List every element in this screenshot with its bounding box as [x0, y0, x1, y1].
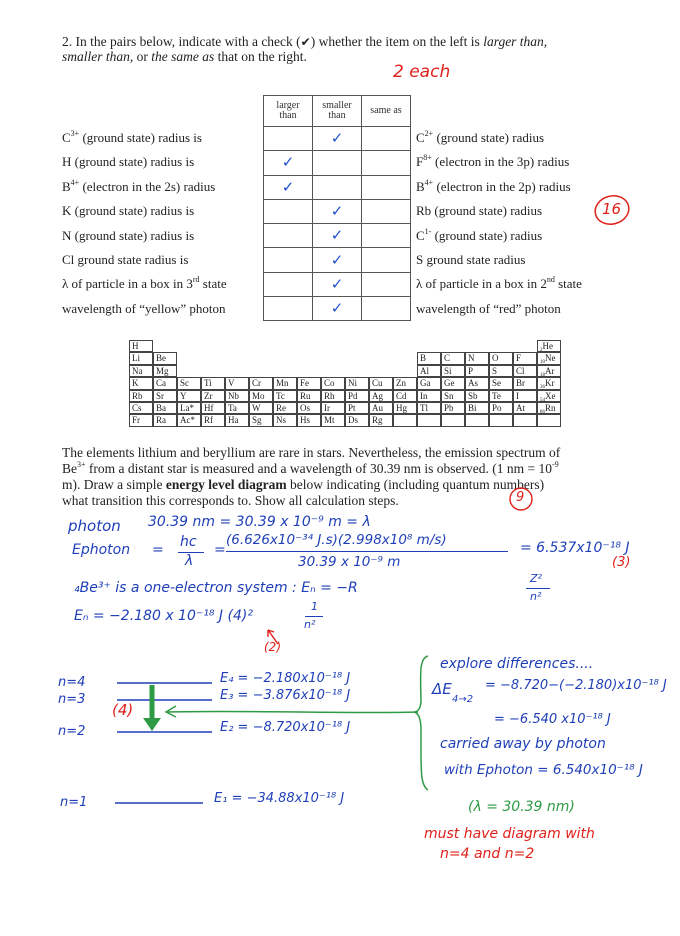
note-delta-sub: 4→2: [452, 694, 474, 705]
comparison-table: [263, 95, 411, 321]
element-cell: Sr: [153, 390, 177, 402]
hc-numerator: hc: [180, 534, 197, 550]
ephoton-label: Ephoton: [72, 542, 131, 558]
right-item: λ of particle in a box in 2nd state: [416, 275, 582, 292]
element-cell: [489, 414, 513, 426]
cell-smaller-than[interactable]: [313, 127, 362, 151]
left-item: $B^{4+}$ (electron in the 2s) radius: [62, 177, 216, 194]
left-item: wavelength of “yellow” photon: [62, 300, 226, 316]
element-cell: Mt: [321, 414, 345, 426]
left-item: $C^{3+}$ (ground state) radius is: [62, 129, 202, 145]
element-cell: Rb: [129, 390, 153, 402]
cell-same-as[interactable]: [362, 272, 411, 296]
element-cell: Pb: [441, 402, 465, 414]
pointer-arrow-icon: [166, 706, 418, 717]
element-cell: Ds: [345, 414, 369, 426]
element-cell: Ge: [441, 377, 465, 389]
element-cell: [537, 414, 561, 426]
element-cell: H: [129, 340, 153, 352]
check-mark-icon: ✓: [330, 276, 344, 293]
element-cell: Ra: [153, 414, 177, 426]
cell-smaller-than[interactable]: [313, 224, 362, 248]
element-cell: Ga: [417, 377, 441, 389]
element-cell: Zr: [201, 390, 225, 402]
element-cell: Cd: [393, 390, 417, 402]
cell-same-as[interactable]: [362, 127, 411, 151]
photon-label: photon: [68, 517, 121, 535]
check-icon: ✔: [300, 35, 311, 49]
element-cell: Mn: [273, 377, 297, 389]
level-energy-label: E₁ = −34.88x10⁻¹⁸ J: [214, 791, 345, 806]
element-cell: Ru: [297, 390, 321, 402]
text-smaller-than: smaller than,: [62, 49, 134, 64]
level-energy-label: E₄ = −2.180x10⁻¹⁸ J: [220, 671, 351, 686]
right-item: wavelength of “red” photon: [416, 300, 561, 316]
element-cell: Cr: [249, 377, 273, 389]
element-cell: At: [513, 402, 537, 414]
header-same-as: same as: [362, 96, 411, 127]
wavelength-denominator: 30.39 x 10⁻⁹ m: [298, 554, 401, 570]
lambda-note: (λ = 30.39 nm): [468, 799, 575, 815]
cell-same-as[interactable]: [362, 199, 411, 223]
element-cell: Te: [489, 390, 513, 402]
level-n-label: n=1: [60, 795, 88, 810]
check-mark-icon: ✓: [330, 228, 344, 245]
cell-same-as[interactable]: [362, 151, 411, 175]
element-cell: Ba: [153, 402, 177, 414]
cell-larger-than[interactable]: [264, 199, 313, 223]
element-cell: Na: [129, 365, 153, 377]
cell-larger-than[interactable]: [264, 151, 313, 175]
text: ) whether the item on the left is: [310, 34, 484, 49]
element-cell: $_{86}$Rn: [537, 402, 561, 414]
element-cell: Sg: [249, 414, 273, 426]
element-cell: Po: [489, 402, 513, 414]
n-squared: n²: [530, 590, 542, 603]
cell-same-as[interactable]: [362, 297, 411, 321]
element-cell: B: [417, 352, 441, 364]
constants-numerator: (6.626x10⁻³⁴ J.s)(2.998x10⁸ m/s): [226, 532, 447, 548]
table-row: [264, 175, 411, 199]
check-mark-icon: ✓: [330, 301, 344, 318]
question-line-1: [62, 34, 547, 50]
element-cell: Hf: [201, 402, 225, 414]
table-row: [264, 151, 411, 175]
table-row: [264, 199, 411, 223]
element-cell: $_{10}$Ne: [537, 352, 561, 364]
element-cell: Fe: [297, 377, 321, 389]
transition-points: (4): [112, 701, 134, 719]
problem-line-2: $Be^{3+}$ from a distant star is measured and a wavelength of 30.39 nm is observed. (1 nm = $10^{-9}$: [62, 460, 559, 476]
element-cell: Co: [321, 377, 345, 389]
element-cell: Ni: [345, 377, 369, 389]
element-cell: $_{36}$Kr: [537, 377, 561, 389]
element-cell: Ns: [273, 414, 297, 426]
left-item: H (ground state) radius is: [62, 154, 195, 170]
element-cell: [465, 414, 489, 426]
cell-larger-than[interactable]: [264, 127, 313, 151]
check-mark-icon: ✓: [281, 155, 295, 172]
points-note: 2 each: [393, 62, 451, 82]
z-fraction-bar: [526, 588, 550, 589]
element-cell: Si: [441, 365, 465, 377]
element-cell: [417, 414, 441, 426]
element-cell: Ta: [225, 402, 249, 414]
element-cell: Fr: [129, 414, 153, 426]
element-cell: Sb: [465, 390, 489, 402]
left-item: N (ground state) radius is: [62, 227, 195, 243]
element-cell: S: [489, 365, 513, 377]
check-mark-icon: ✓: [330, 131, 344, 148]
result-points: (3): [612, 555, 631, 570]
header-smaller-than: smaller than: [313, 96, 362, 127]
element-cell: Au: [369, 402, 393, 414]
element-cell: La*: [177, 402, 201, 414]
table-row: [264, 297, 411, 321]
element-cell: Bi: [465, 402, 489, 414]
element-cell: Br: [513, 377, 537, 389]
note-delta-eq: = −8.720−(−2.180)x10⁻¹⁸ J: [485, 678, 667, 693]
element-cell: [513, 414, 537, 426]
element-cell: Cu: [369, 377, 393, 389]
en-formula: Eₙ = −2.180 x 10⁻¹⁸ J (4)²: [74, 608, 253, 624]
element-cell: Se: [489, 377, 513, 389]
check-mark-icon: ✓: [330, 252, 344, 269]
cell-larger-than[interactable]: [264, 248, 313, 272]
table-row: [264, 224, 411, 248]
left-item: λ of particle in a box in 3rd state: [62, 275, 227, 292]
lambda-denominator: λ: [185, 553, 194, 569]
text: 2. In the pairs below, indicate with a check (: [62, 34, 301, 49]
periodic-table: [129, 340, 561, 427]
left-item: Cl ground state radius is: [62, 252, 189, 267]
problem-line-4: what transition this corresponds to. Show all calculation steps.: [62, 493, 399, 508]
level-energy-label: E₃ = −3.876x10⁻¹⁸ J: [220, 688, 351, 703]
level-n-label: n=2: [58, 724, 86, 739]
cell-smaller-than[interactable]: [313, 175, 362, 199]
element-cell: $_2$He: [537, 340, 561, 352]
element-cell: Hg: [393, 402, 417, 414]
one-fraction-bar: [305, 616, 323, 617]
text-same-as: the same as: [151, 49, 215, 64]
element-cell: Li: [129, 352, 153, 364]
element-cell: As: [465, 377, 489, 389]
element-cell: Ca: [153, 377, 177, 389]
element-cell: Pd: [345, 390, 369, 402]
element-cell: I: [513, 390, 537, 402]
cell-larger-than[interactable]: [264, 297, 313, 321]
element-cell: [393, 414, 417, 426]
check-mark-icon: ✓: [330, 204, 344, 221]
element-cell: Mg: [153, 365, 177, 377]
cell-same-as[interactable]: [362, 248, 411, 272]
cell-same-as[interactable]: [362, 175, 411, 199]
element-cell: $_{54}$Xe: [537, 390, 561, 402]
level-n-label: n=3: [58, 692, 86, 707]
cell-same-as[interactable]: [362, 224, 411, 248]
element-cell: Ir: [321, 402, 345, 414]
element-cell: Mo: [249, 390, 273, 402]
element-cell: Sn: [441, 390, 465, 402]
left-item: K (ground state) radius is: [62, 203, 195, 219]
photon-equation: 30.39 nm = 30.39 x 10⁻⁹ m = λ: [148, 514, 371, 530]
element-cell: Rf: [201, 414, 225, 426]
text-larger-than: larger than,: [483, 34, 548, 49]
element-cell: Rh: [321, 390, 345, 402]
z-squared: Z²: [530, 572, 542, 585]
element-cell: [441, 414, 465, 426]
header-larger-than: larger than: [264, 96, 313, 127]
cell-smaller-than[interactable]: [313, 151, 362, 175]
element-cell: Be: [153, 352, 177, 364]
element-cell: Al: [417, 365, 441, 377]
level-n-label: n=4: [58, 675, 86, 690]
eq-sign-2: =: [214, 542, 226, 558]
energy-result: = 6.537x10⁻¹⁸ J: [520, 540, 630, 556]
element-cell: O: [489, 352, 513, 364]
check-mark-icon: ✓: [281, 179, 295, 196]
be-system-line: ₄Be³⁺ is a one-electron system : Eₙ = −R: [74, 580, 358, 596]
right-item: $C^{2+}$ (ground state) radius: [416, 129, 545, 145]
element-cell: Cs: [129, 402, 153, 414]
right-item: S ground state radius: [416, 252, 526, 267]
note-delta-e: ΔE: [432, 680, 452, 698]
element-cell: Rg: [369, 414, 393, 426]
element-cell: Ha: [225, 414, 249, 426]
right-item: $B^{4+}$ (electron in the 2p) radius: [416, 177, 571, 194]
element-cell: W: [249, 402, 273, 414]
grader-note-1: must have diagram with: [424, 826, 595, 842]
element-cell: In: [417, 390, 441, 402]
element-cell: F: [513, 352, 537, 364]
grader-note-2: n=4 and n=2: [440, 846, 535, 862]
question-line-2: [62, 49, 307, 65]
transition-arrow-icon: [143, 685, 161, 731]
notes-bracket: [414, 656, 428, 790]
element-cell: Os: [297, 402, 321, 414]
cell-smaller-than[interactable]: [313, 272, 362, 296]
problem-line-1: The elements lithium and beryllium are rare in stars. Nevertheless, the emission spectrum of: [62, 445, 561, 460]
right-item: $F^{8+}$ (electron in the 3p) radius: [416, 153, 570, 170]
z-points: (2): [264, 640, 281, 654]
element-cell: N: [465, 352, 489, 364]
problem-line-3: m). Draw a simple energy level diagram below indicating (including quantum numbers): [62, 477, 545, 492]
element-cell: Hs: [297, 414, 321, 426]
en-n-squared: n²: [304, 618, 316, 631]
element-cell: Sc: [177, 377, 201, 389]
element-cell: Y: [177, 390, 201, 402]
element-cell: Cl: [513, 365, 537, 377]
note-ephoton: with Ephoton = 6.540x10⁻¹⁸ J: [444, 762, 643, 778]
right-item: $C^{1-}$ (ground state) radius: [416, 226, 543, 243]
table-row: [264, 127, 411, 151]
table-row: [264, 272, 411, 296]
one-numerator: 1: [311, 600, 318, 613]
cell-larger-than[interactable]: [264, 272, 313, 296]
cell-larger-than[interactable]: [264, 224, 313, 248]
element-cell: Ag: [369, 390, 393, 402]
element-cell: Tl: [417, 402, 441, 414]
constants-fraction-bar: [226, 551, 508, 552]
note-delta-result: = −6.540 x10⁻¹⁸ J: [494, 712, 611, 727]
cell-smaller-than[interactable]: [313, 248, 362, 272]
note-carried: carried away by photon: [440, 736, 606, 752]
right-item: Rb (ground state) radius: [416, 203, 543, 219]
element-cell: Ti: [201, 377, 225, 389]
element-cell: Pt: [345, 402, 369, 414]
element-cell: P: [465, 365, 489, 377]
element-cell: Re: [273, 402, 297, 414]
element-cell: Tc: [273, 390, 297, 402]
element-cell: C: [441, 352, 465, 364]
cell-larger-than[interactable]: [264, 175, 313, 199]
element-cell: Nb: [225, 390, 249, 402]
element-cell: Ac*: [177, 414, 201, 426]
element-cell: Zn: [393, 377, 417, 389]
text: or: [133, 49, 152, 64]
eq-sign: =: [152, 542, 164, 558]
element-cell: V: [225, 377, 249, 389]
note-explore: explore differences....: [440, 656, 594, 672]
element-cell: $_{18}$Ar: [537, 365, 561, 377]
text: that on the right.: [214, 49, 307, 64]
table-row: [264, 248, 411, 272]
table-header-row: [264, 96, 411, 127]
cell-smaller-than[interactable]: [313, 297, 362, 321]
element-cell: K: [129, 377, 153, 389]
cell-smaller-than[interactable]: [313, 199, 362, 223]
problem-score: 9: [516, 490, 525, 505]
score-value: 16: [602, 200, 622, 218]
level-energy-label: E₂ = −8.720x10⁻¹⁸ J: [220, 720, 351, 735]
